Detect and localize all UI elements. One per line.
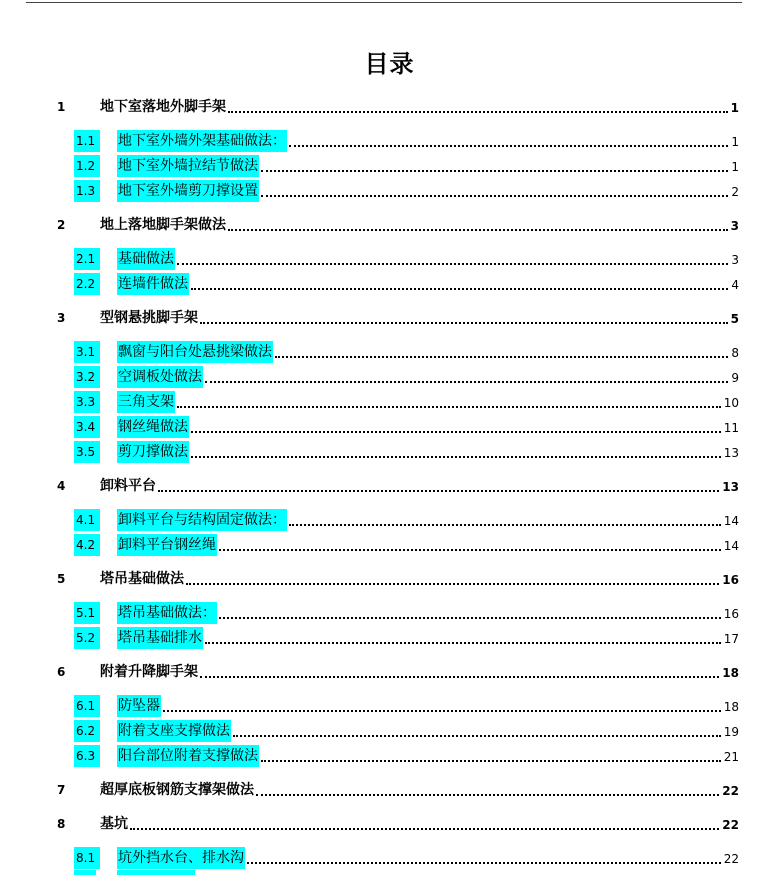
toc-entry-page-number: 21 bbox=[723, 750, 739, 764]
toc-entry-number: 2 bbox=[57, 218, 66, 232]
toc-entry-page-number: 14 bbox=[723, 514, 739, 528]
toc-entry-number: 1.3 bbox=[74, 180, 100, 202]
toc-entry-number: 3.1 bbox=[74, 341, 100, 363]
dot-leader bbox=[191, 430, 721, 433]
toc-entry-number: 6 bbox=[57, 665, 66, 679]
toc-entry-label: 塔吊基础做法： bbox=[117, 602, 217, 624]
toc-entry[interactable] bbox=[0, 391, 779, 413]
toc-entry-label: 地下室外墙拉结节做法 bbox=[117, 155, 259, 177]
toc-entry[interactable] bbox=[0, 661, 779, 683]
toc-entry-label: 卸料平台 bbox=[100, 478, 156, 494]
dot-leader bbox=[289, 523, 721, 526]
toc-entry-label: 塔吊基础做法 bbox=[100, 571, 184, 587]
toc-entry[interactable] bbox=[0, 273, 779, 295]
toc-entry-page-number: 22 bbox=[722, 784, 739, 798]
toc-entry-page-number: 14 bbox=[723, 539, 739, 553]
toc-entry-page-number: 10 bbox=[723, 396, 739, 410]
toc-entry-page-number: 19 bbox=[723, 725, 739, 739]
toc-entry-page-number: 9 bbox=[731, 371, 739, 385]
toc-entry-label: 附着升降脚手架 bbox=[100, 664, 198, 680]
toc-entry-page-number: 4 bbox=[731, 278, 739, 292]
dot-leader bbox=[177, 262, 728, 265]
dot-leader bbox=[233, 734, 721, 737]
toc-entry-label: 地上落地脚手架做法 bbox=[100, 217, 226, 233]
toc-entry-label: 卸料平台钢丝绳 bbox=[117, 534, 217, 556]
highlight-fragment bbox=[117, 870, 195, 875]
toc-entry-number: 5.2 bbox=[74, 627, 100, 649]
dot-leader bbox=[186, 582, 719, 585]
page-title: 目录 bbox=[364, 50, 415, 78]
toc-entry[interactable] bbox=[0, 534, 779, 556]
toc-entry[interactable] bbox=[0, 745, 779, 767]
toc-entry-number: 7 bbox=[57, 783, 66, 797]
toc-entry-page-number: 18 bbox=[722, 666, 739, 680]
toc-entry-label: 坑外挡水台、排水沟 bbox=[117, 847, 245, 869]
dot-leader bbox=[289, 144, 728, 147]
toc-entry[interactable] bbox=[0, 627, 779, 649]
toc-entry-number: 3 bbox=[57, 311, 66, 325]
toc-entry-number: 4 bbox=[57, 479, 66, 493]
toc-entry-label: 连墙件做法 bbox=[117, 273, 189, 295]
toc-entry-page-number: 22 bbox=[722, 818, 739, 832]
toc-entry-label: 卸料平台与结构固定做法： bbox=[117, 509, 287, 531]
dot-leader bbox=[247, 861, 721, 864]
toc-entry[interactable] bbox=[0, 509, 779, 531]
top-rule bbox=[26, 2, 742, 3]
toc-entry-label: 空调板处做法 bbox=[117, 366, 203, 388]
toc-entry-page-number: 3 bbox=[731, 253, 739, 267]
toc-entry-label: 超厚底板钢筋支撑架做法 bbox=[100, 782, 254, 798]
toc-entry-page-number: 13 bbox=[723, 446, 739, 460]
dot-leader bbox=[200, 321, 728, 324]
dot-leader bbox=[205, 641, 721, 644]
dot-leader bbox=[275, 355, 728, 358]
toc-entry-page-number: 16 bbox=[723, 607, 739, 621]
toc-entry-page-number: 1 bbox=[731, 160, 739, 174]
toc-entry-label: 剪刀撑做法 bbox=[117, 441, 189, 463]
toc-entry-page-number: 5 bbox=[730, 312, 739, 326]
toc-entry-number: 5 bbox=[57, 572, 66, 586]
toc-entry-page-number: 11 bbox=[723, 421, 739, 435]
toc-entry-label: 塔吊基础排水 bbox=[117, 627, 203, 649]
toc-entry[interactable] bbox=[0, 475, 779, 497]
toc-entry-page-number: 1 bbox=[730, 101, 739, 115]
toc-entry-label: 基础做法 bbox=[117, 248, 175, 270]
dot-leader bbox=[191, 455, 721, 458]
toc-entry[interactable] bbox=[0, 695, 779, 717]
dot-leader bbox=[219, 548, 721, 551]
toc-entry-number: 1 bbox=[57, 100, 66, 114]
toc-entry-label: 基坑 bbox=[100, 816, 128, 832]
toc-entry-number: 1.2 bbox=[74, 155, 100, 177]
dot-leader bbox=[158, 489, 719, 492]
toc-entry[interactable] bbox=[0, 366, 779, 388]
toc-entry[interactable] bbox=[0, 568, 779, 590]
toc-entry-label: 附着支座支撑做法 bbox=[117, 720, 231, 742]
toc-entry-page-number: 1 bbox=[731, 135, 739, 149]
toc-entry-label: 钢丝绳做法 bbox=[117, 416, 189, 438]
toc-entry-page-number: 22 bbox=[723, 852, 739, 866]
dot-leader bbox=[228, 228, 728, 231]
toc-entry-page-number: 3 bbox=[730, 219, 739, 233]
toc-entry-label: 三角支架 bbox=[117, 391, 175, 413]
toc-entry-label: 阳台部位附着支撑做法 bbox=[117, 745, 259, 767]
dot-leader bbox=[163, 709, 721, 712]
toc-entry-number: 5.1 bbox=[74, 602, 100, 624]
toc-entry-page-number: 13 bbox=[722, 480, 739, 494]
dot-leader bbox=[205, 380, 728, 383]
toc-entry-number: 6.1 bbox=[74, 695, 100, 717]
toc-entry-number: 6.3 bbox=[74, 745, 100, 767]
toc-entry-label: 地下室落地外脚手架 bbox=[100, 99, 226, 115]
toc-entry-number: 2.2 bbox=[74, 273, 100, 295]
dot-leader bbox=[256, 793, 719, 796]
toc-entry[interactable] bbox=[0, 720, 779, 742]
toc-entry-number: 8.1 bbox=[74, 847, 100, 869]
toc-entry[interactable] bbox=[0, 847, 779, 869]
toc-entry[interactable] bbox=[0, 602, 779, 624]
dot-leader bbox=[191, 287, 728, 290]
dot-leader bbox=[177, 405, 721, 408]
toc-entry-number: 4.1 bbox=[74, 509, 100, 531]
toc-entry-number: 4.2 bbox=[74, 534, 100, 556]
toc-entry-number: 3.2 bbox=[74, 366, 100, 388]
toc-entry[interactable] bbox=[0, 341, 779, 363]
toc-entry[interactable] bbox=[0, 130, 779, 152]
dot-leader bbox=[261, 194, 728, 197]
toc-entry[interactable] bbox=[0, 180, 779, 202]
dot-leader bbox=[261, 759, 721, 762]
toc-entry-page-number: 18 bbox=[723, 700, 739, 714]
toc-entry-number: 6.2 bbox=[74, 720, 100, 742]
dot-leader bbox=[219, 616, 721, 619]
toc-entry-number: 2.1 bbox=[74, 248, 100, 270]
toc-entry-number: 3.4 bbox=[74, 416, 100, 438]
toc-entry[interactable] bbox=[0, 441, 779, 463]
toc-entry-label: 型钢悬挑脚手架 bbox=[100, 310, 198, 326]
toc-entry[interactable] bbox=[0, 813, 779, 835]
toc-entry-number: 3.5 bbox=[74, 441, 100, 463]
toc-entry-label: 飘窗与阳台处悬挑梁做法 bbox=[117, 341, 273, 363]
toc-entry-number: 1.1 bbox=[74, 130, 100, 152]
toc-entry-label: 地下室外墙剪刀撑设置 bbox=[117, 180, 259, 202]
toc-entry[interactable] bbox=[0, 307, 779, 329]
dot-leader bbox=[261, 169, 728, 172]
toc-entry[interactable] bbox=[0, 155, 779, 177]
toc-entry[interactable] bbox=[0, 96, 779, 118]
dot-leader bbox=[228, 110, 728, 113]
toc-entry[interactable] bbox=[0, 214, 779, 236]
toc-entry-label: 地下室外墙外架基础做法： bbox=[117, 130, 287, 152]
toc-entry[interactable] bbox=[0, 416, 779, 438]
dot-leader bbox=[200, 675, 719, 678]
toc-entry-page-number: 2 bbox=[731, 185, 739, 199]
toc-entry-number: 3.3 bbox=[74, 391, 100, 413]
toc-entry-number: 8 bbox=[57, 817, 66, 831]
toc-entry-page-number: 16 bbox=[722, 573, 739, 587]
toc-entry[interactable] bbox=[0, 248, 779, 270]
toc-entry-page-number: 17 bbox=[723, 632, 739, 646]
toc-entry-label: 防坠器 bbox=[117, 695, 161, 717]
toc-entry-page-number: 8 bbox=[731, 346, 739, 360]
highlight-fragment bbox=[74, 870, 96, 875]
dot-leader bbox=[130, 827, 719, 830]
toc-entry[interactable] bbox=[0, 779, 779, 801]
